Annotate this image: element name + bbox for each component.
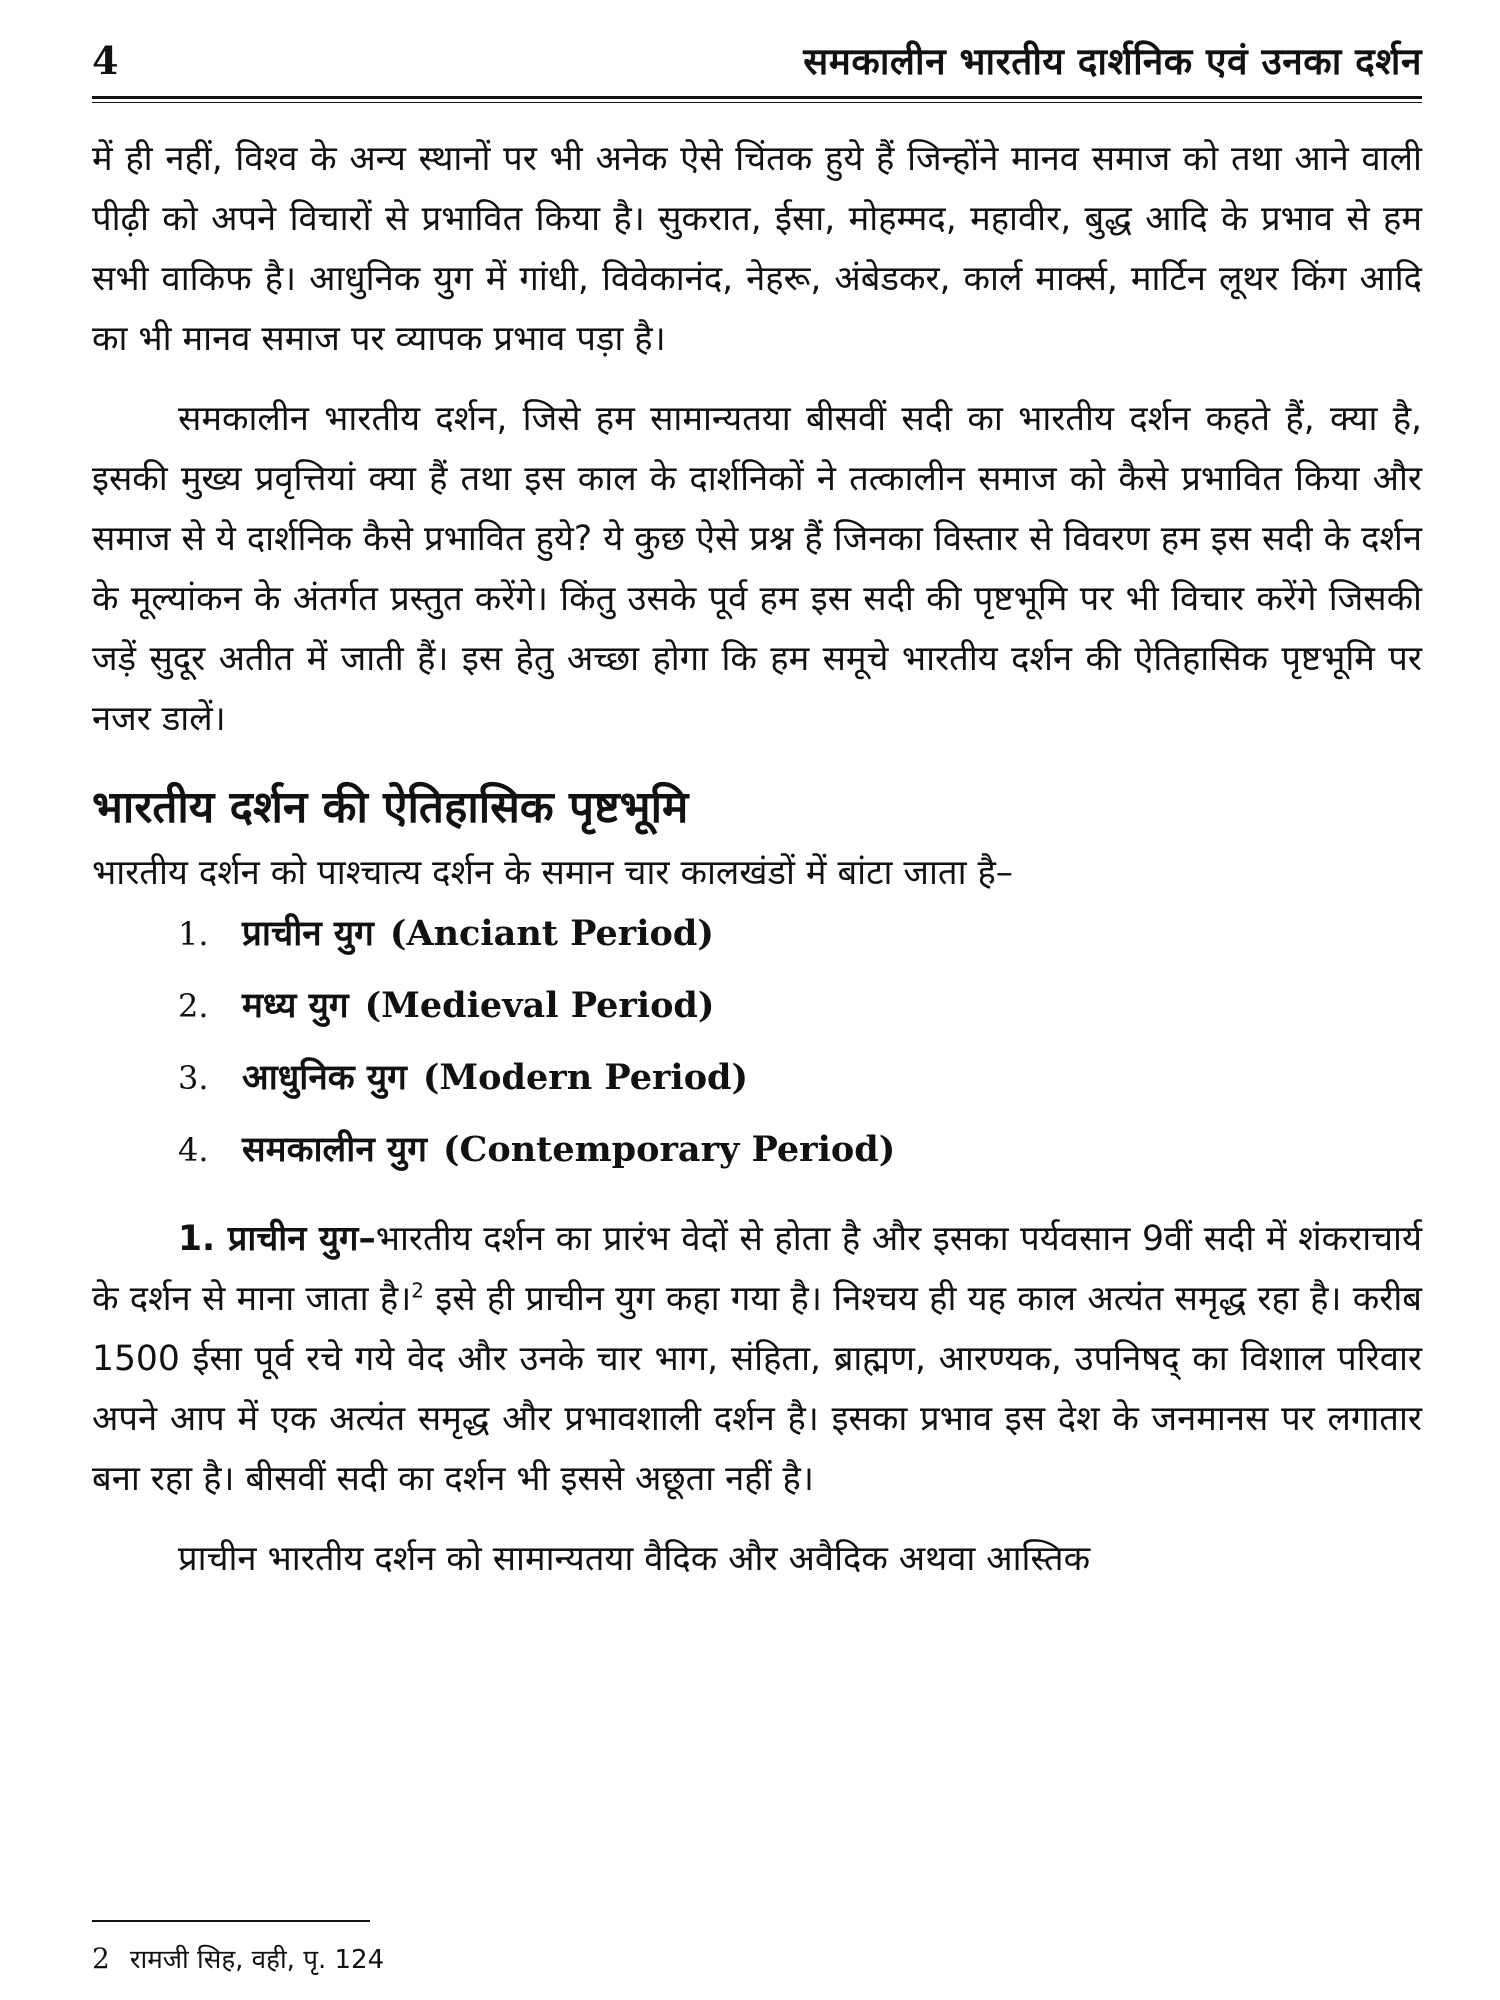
period-english: (Contemporary Period) [442,1129,896,1170]
section-heading: भारतीय दर्शन की ऐतिहासिक पृष्टभूमि [92,782,689,833]
list-item [178,1125,1422,1197]
list-number: 4. [178,1131,209,1169]
footnote-mark: 2 [92,1942,110,1975]
list-item [178,1053,1422,1125]
running-title: समकालीन भारतीय दार्शनिक एवं उनका दर्शन [803,40,1422,83]
footnote-text: रामजी सिह, वही, पृ. 124 [129,1945,385,1975]
paragraph-ancient [92,1209,1422,1509]
paragraph-last: प्राचीन भारतीय दर्शन को सामान्यतया वैदिक और अवैदिक अथवा आस्तिक [178,1539,1091,1579]
list-number: 3. [178,1059,209,1097]
paragraph-2: समकालीन भारतीय दर्शन, जिसे हम सामान्यतया बीसवीं सदी का भारतीय दर्शन कहते हैं, क्या है, इसकी मुख्य प्रवृत्तियां क्या हैं तथा इस काल के दार्शनिकों ने तत्कालीन समाज को कैसे प्रभावित किया और समाज से ये दार्शनिक कैसे प्रभावित हुये? ये कुछ ऐसे प्रश्न हैं जिनका विस्तार से विवरण हम इस सदी के दर्शन के मूल्यांकन के अंतर्गत प्रस्तुत करेंगे। किंतु उसके पूर्व हम इस सदी की पृष्टभूमि पर भी विचार करेंगे जिसकी जड़ें सुदूर अतीत में जाती हैं। इस हेतु अच्छा होगा कि हम समूचे भारतीय दर्शन की ऐतिहासिक पृष्टभूमि पर नजर डालें। [92,399,1422,739]
header-rule [92,96,1422,103]
period-english: (Medieval Period) [364,985,715,1026]
ancient-text-b: इसे ही प्राचीन युग कहा गया है। निश्चय ही यह काल अत्यंत समृद्ध रहा है। करीब 1500 ईसा पूर्व रचे गये वेद और उनके चार भाग, संहिता, ब्राह्मण, आरण्यक, उपनिषद् का विशाल परिवार अपने आप में एक अत्यंत समृद्ध और प्रभावशाली दर्शन है। इसका प्रभाव इस देश के जनमानस पर लगातार बना रहा है। बीसवीं सदी का दर्शन भी इससे अछूता नहीं है। [92,1279,1422,1499]
list-number: 1. [178,915,209,953]
page-header [92,34,1422,88]
list-item [178,981,1422,1053]
footnote [92,1940,384,1976]
period-hindi: मध्य युग [242,986,349,1026]
footnote-reference: 2 [411,1278,425,1303]
period-english: (Modern Period) [422,1057,749,1098]
ancient-text-a: भारतीय दर्शन का प्रारंभ वेदों से होता है और इसका पर्यवसान 9वीं सदी में शंकराचार्य के दर्शन से माना जाता है। [92,1219,1422,1319]
period-hindi: समकालीन युग [242,1130,427,1170]
period-hindi: आधुनिक युग [242,1058,407,1098]
period-list [92,909,1422,1197]
section-intro: भारतीय दर्शन को पाश्चात्य दर्शन के समान चार कालखंडों में बांटा जाता है– [92,853,1014,893]
list-item [178,909,1422,981]
list-number: 2. [178,987,209,1025]
period-english: (Anciant Period) [389,913,714,954]
page-number: 4 [92,38,119,83]
period-hindi: प्राचीन युग [242,914,374,954]
paragraph-1: में ही नहीं, विश्व के अन्य स्थानों पर भी अनेक ऐसे चिंतक हुये हैं जिन्होंने मानव समाज को तथा आने वाली पीढ़ी को अपने विचारों से प्रभावित किया है। सुकरात, ईसा, मोहम्मद, महावीर, बुद्ध आदि के प्रभाव से हम सभी वाकिफ है। आधुनिक युग में गांधी, विवेकानंद, नेहरू, अंबेडकर, कार्ल मार्क्स, मार्टिन लूथर किंग आदि का भी मानव समाज पर व्यापक प्रभाव पड़ा है। [92,139,1422,359]
ancient-lead: 1. प्राचीन युग– [178,1219,376,1259]
footnote-rule [92,1920,370,1922]
book-page [92,34,1422,1589]
